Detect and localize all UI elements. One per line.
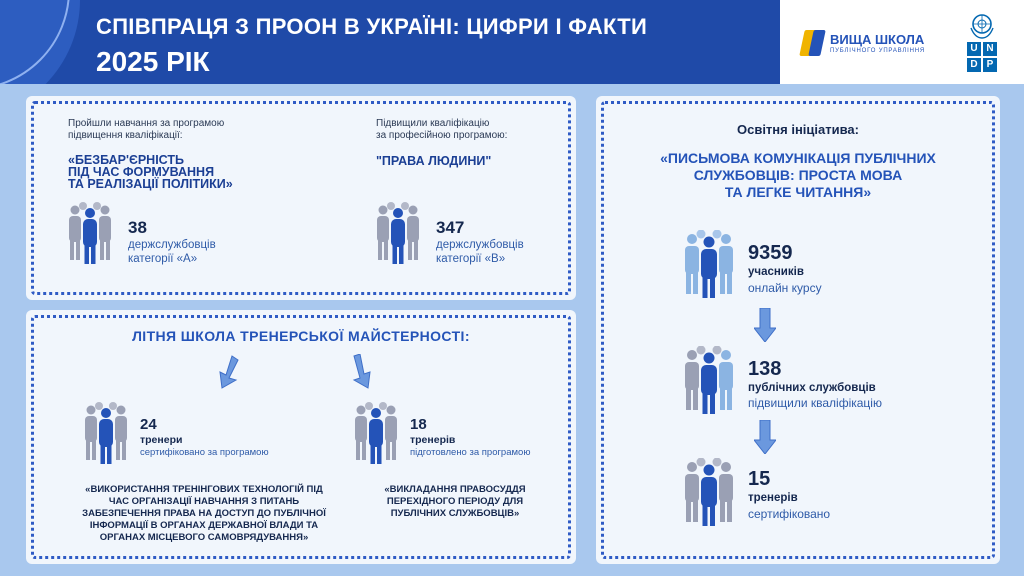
un-emblem-icon xyxy=(967,12,997,40)
quote-line: ОРГАНАХ МІСЦЕВОГО САМОВРЯДУВАННЯ» xyxy=(99,532,309,543)
left-program-quote xyxy=(54,484,354,544)
undp-letter: D xyxy=(967,58,981,72)
left-intro xyxy=(68,118,224,142)
stat-label-line: держслужбовців xyxy=(436,239,524,251)
left-stat-number: 38 xyxy=(128,218,147,237)
civil-servants-label-bold: публічних службовців xyxy=(748,382,876,394)
arrow-down-icon xyxy=(754,420,776,454)
civil-servants-label: підвищили кваліфікацію xyxy=(748,396,882,410)
left-intro-line: підвищення кваліфікації: xyxy=(68,130,183,141)
stat-label-line: категорії «В» xyxy=(436,253,506,265)
arrow-down-icon xyxy=(214,354,242,390)
initiative-title-line: «ПИСЬМОВА КОМУНІКАЦІЯ ПУБЛІЧНИХ xyxy=(660,150,936,166)
vsh-logo-subtitle: ПУБЛІЧНОГО УПРАВЛІННЯ xyxy=(830,48,925,54)
trainers-label: сертифіковано xyxy=(748,507,831,521)
quote-line: ЧАС ОРГАНІЗАЦІЇ НАВЧАННЯ З ПИТАНЬ xyxy=(108,496,300,507)
initiative-title-line: СЛУЖБОВЦІВ: ПРОСТА МОВА xyxy=(693,167,903,183)
left-intro-line: Пройшли навчання за програмою xyxy=(68,118,225,129)
undp-letter: U xyxy=(967,42,981,56)
people-group-icon xyxy=(82,402,130,464)
arrow-down-icon xyxy=(348,354,376,390)
vsh-logo-icon xyxy=(802,30,824,56)
trainers-certified-number: 24 xyxy=(140,416,157,433)
right-intro-line: за професійною програмою: xyxy=(376,130,508,141)
trainers-number: 15 xyxy=(748,468,771,490)
quote-line: «ВИКЛАДАННЯ ПРАВОСУДДЯ xyxy=(384,484,526,495)
header-banner xyxy=(0,0,780,84)
undp-letter: P xyxy=(983,58,997,72)
quote-line: ЗАБЕЗПЕЧЕННЯ ПРАВА НА ДОСТУП ДО ПУБЛІЧНОЇ xyxy=(82,508,326,519)
right-intro xyxy=(376,118,507,142)
logo-area xyxy=(780,0,1024,84)
quote-line: ПУБЛІЧНИХ СЛУЖБОВЦІВ» xyxy=(390,508,520,519)
undp-logo xyxy=(967,12,997,74)
quote-line: «ВИКОРИСТАННЯ ТРЕНІНГОВИХ ТЕХНОЛОГІЙ ПІД xyxy=(85,484,323,495)
people-group-icon xyxy=(374,202,422,264)
quote-line: ІНФОРМАЦІЇ В ОРГАНАХ ДЕРЖАВНОЇ ВЛАДИ ТА xyxy=(89,520,319,531)
trainers-label-bold: тренерів xyxy=(748,492,798,504)
education-initiative-panel xyxy=(596,96,1000,564)
trainers-prepared-label-bold: тренерів xyxy=(410,434,456,446)
initiative-heading: Освітня ініціатива: xyxy=(736,122,859,137)
vsh-logo-name: ВИЩА ШКОЛА xyxy=(830,32,925,47)
quote-line: ПЕРЕХІДНОГО ПЕРІОДУ ДЛЯ xyxy=(386,496,524,507)
people-group-icon xyxy=(66,202,114,264)
people-group-icon xyxy=(682,346,736,414)
participants-label: онлайн курсу xyxy=(748,281,822,295)
page-year: 2025 РІК xyxy=(96,46,210,77)
people-group-icon xyxy=(352,402,400,464)
right-intro-line: Підвищили кваліфікацію xyxy=(376,118,490,129)
participants-label-bold: учасників xyxy=(748,266,804,278)
people-group-icon xyxy=(682,230,736,298)
left-stat-label xyxy=(128,238,216,266)
left-program-line: ТА РЕАЛІЗАЦІЇ ПОЛІТИКИ» xyxy=(68,177,233,191)
left-program-line: «БЕЗБАР'ЄРНІСТЬ xyxy=(68,153,185,167)
trainers-prepared-number: 18 xyxy=(410,416,427,433)
civil-servants-number: 138 xyxy=(748,358,782,380)
summer-school-panel xyxy=(26,310,576,564)
stat-label-line: держслужбовців xyxy=(128,239,216,251)
right-program-quote xyxy=(360,484,550,520)
arrow-down-icon xyxy=(754,308,776,342)
left-program-title xyxy=(68,154,233,190)
trainers-certified-label-bold: тренери xyxy=(140,434,183,446)
initiative-title-line: ТА ЛЕГКЕ ЧИТАННЯ» xyxy=(724,184,872,200)
qualification-panel xyxy=(26,96,576,300)
trainers-certified-label: сертифіковано за програмою xyxy=(140,447,269,458)
initiative-title xyxy=(596,150,1000,201)
left-program-line: ПІД ЧАС ФОРМУВАННЯ xyxy=(68,165,215,179)
participants-number: 9359 xyxy=(748,242,793,264)
people-group-icon xyxy=(682,458,736,526)
undp-letter: N xyxy=(983,42,997,56)
summer-school-title: ЛІТНЯ ШКОЛА ТРЕНЕРСЬКОЇ МАЙСТЕРНОСТІ: xyxy=(132,328,470,344)
right-stat-label xyxy=(436,238,524,266)
right-stat-number: 347 xyxy=(436,218,465,237)
page-title: СПІВПРАЦЯ З ПРООН В УКРАЇНІ: ЦИФРИ І ФАКТИ xyxy=(96,14,648,39)
right-program-title: "ПРАВА ЛЮДИНИ" xyxy=(376,154,492,168)
stat-label-line: категорії «А» xyxy=(128,253,198,265)
trainers-prepared-label: підготовлено за програмою xyxy=(410,447,531,458)
